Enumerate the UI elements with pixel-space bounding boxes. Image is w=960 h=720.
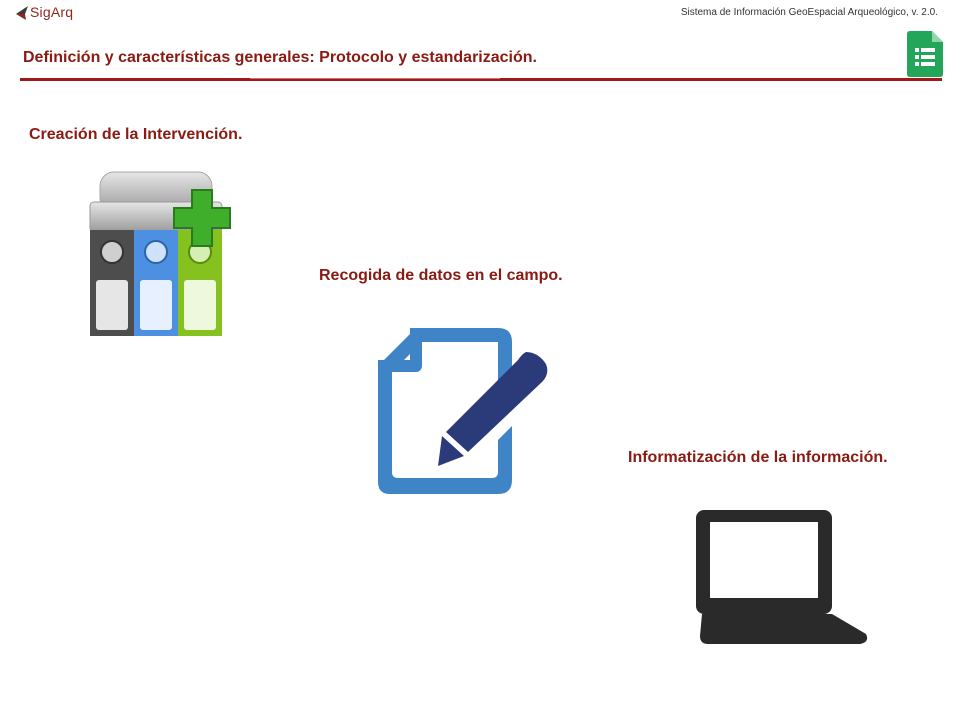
- laptop-icon: [694, 508, 870, 648]
- logo-text: SigArq: [30, 4, 74, 20]
- spreadsheet-icon[interactable]: [907, 31, 943, 77]
- system-name: Sistema de Información GeoEspacial Arqueológico, v. 2.0.: [680, 7, 938, 18]
- step-label-creation: Creación de la Intervención.: [29, 126, 243, 143]
- step-label-fieldwork: Recogida de datos en el campo.: [319, 267, 563, 284]
- title-divider: [20, 78, 942, 81]
- document-pencil-icon: [372, 322, 552, 498]
- binders-add-icon: [88, 168, 236, 338]
- page-title: Definición y características generales: Protocolo y estandarización.: [23, 49, 537, 66]
- step-label-digitization: Informatización de la información.: [628, 449, 888, 466]
